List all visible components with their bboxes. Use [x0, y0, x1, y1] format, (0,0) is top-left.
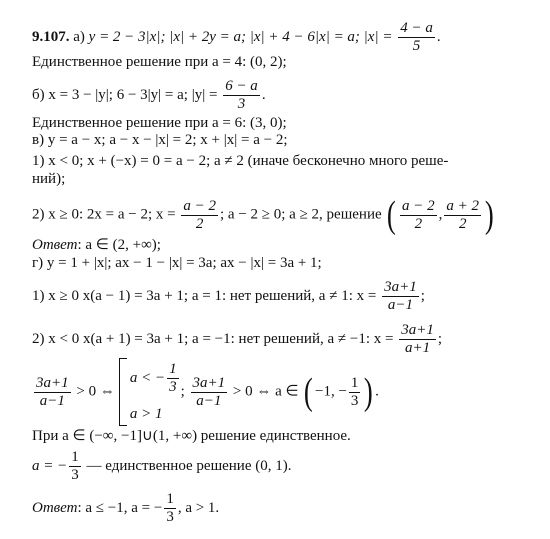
line-answer-g: Ответ: a ≤ −1, a = − $\frac{1}{3}$ , a > 1. — [32, 491, 220, 525]
fraction: $\frac{3a+1}{a+1}$ — [401, 322, 434, 356]
line-g: г) y = 1 + |x|; ax − 1 − |x| = 3a; ax − |x| = 3a + 1; — [32, 255, 322, 271]
system-bracket — [119, 358, 127, 426]
line-unique-solution-a6: Единственное решение при a = 6: (3, 0); — [32, 115, 287, 131]
line-inequality-system: $\frac{3a+1}{a-1}$ > 0 ⇔ a < − $\frac{1}{3}$ a > 1 ; $\frac{3a+1}{a-1}$ > 0 ⇔ a ∈ ( −1, − $\frac{1}{3}$ ) . — [32, 358, 379, 426]
line-unique-solution-intervals: При a ∈ (−∞, −1]∪(1, +∞) решение единственное. — [32, 428, 351, 444]
inequality-system: a < − $\frac{1}{3}$ a > 1 — [129, 361, 177, 422]
line-b: б) x = 3 − |y|; 6 − 3|y| = a; |y| = $\frac{6 - a}{3}$ . — [32, 78, 266, 112]
fraction: $\frac{1}{3}$ — [166, 491, 174, 525]
line-v-case-1: 1) x < 0; x + (−x) = 0 = a − 2; a ≠ 2 (иначе бесконечно много реше- — [32, 153, 449, 169]
line-g-case-1: 1) x ≥ 0 x(a − 1) = 3a + 1; a = 1: нет решений, a ≠ 1: x = $\frac{3a+1}{a-1}$ ; — [32, 279, 425, 313]
fraction: $\frac{1}{3}$ — [350, 374, 359, 409]
line-9-107-a: 9.107. а) y = 2 − 3|x|; |x| + 2y = a; |x| + 4 − 6|x| = a; |x| = $\frac{4 - a}{5}$ . — [32, 20, 441, 54]
fraction: $\frac{6 - a}{3}$ — [225, 78, 258, 112]
fraction: $\frac{3a+1}{a-1}$ — [384, 279, 417, 313]
answer-label: Ответ — [32, 237, 78, 253]
line-v-case-1-cont: ний); — [32, 171, 66, 187]
problem-number: 9.107. — [32, 28, 70, 45]
line-v-case-2: 2) x ≥ 0: 2x = a − 2; x = $\frac{a - 2}{2}$ ; a − 2 ≥ 0; a ≥ 2, решение ( $\frac{a - 2}{2}$ , $\frac{a + 2}{2}$ ) — [32, 194, 494, 236]
line-answer-v: Ответ: a ∈ (2, +∞); — [32, 237, 161, 253]
fraction: $\frac{4 - a}{5}$ — [400, 20, 433, 54]
fraction: $\frac{a - 2}{2}$ — [402, 197, 435, 232]
line-g-case-2: 2) x < 0 x(a + 1) = 3a + 1; a = −1: нет решений, a ≠ −1: x = $\frac{3a+1}{a+1}$ ; — [32, 322, 443, 356]
fraction: $\frac{3a+1}{a-1}$ — [36, 374, 69, 409]
fraction: $\frac{a + 2}{2}$ — [446, 197, 480, 232]
line-a-minus-third: a = − $\frac{1}{3}$ — единственное решение (0, 1). — [32, 449, 292, 483]
answer-label: Ответ — [32, 499, 78, 516]
fraction: $\frac{a - 2}{2}$ — [183, 197, 216, 232]
line-v: в) y = a − x; a − x − |x| = 2; x + |x| = a − 2; — [32, 132, 288, 148]
fraction: $\frac{3a+1}{a-1}$ — [192, 374, 226, 409]
line-unique-solution-a4: Единственное решение при a = 4: (0, 2); — [32, 54, 287, 70]
fraction: $\frac{1}{3}$ — [71, 449, 79, 483]
